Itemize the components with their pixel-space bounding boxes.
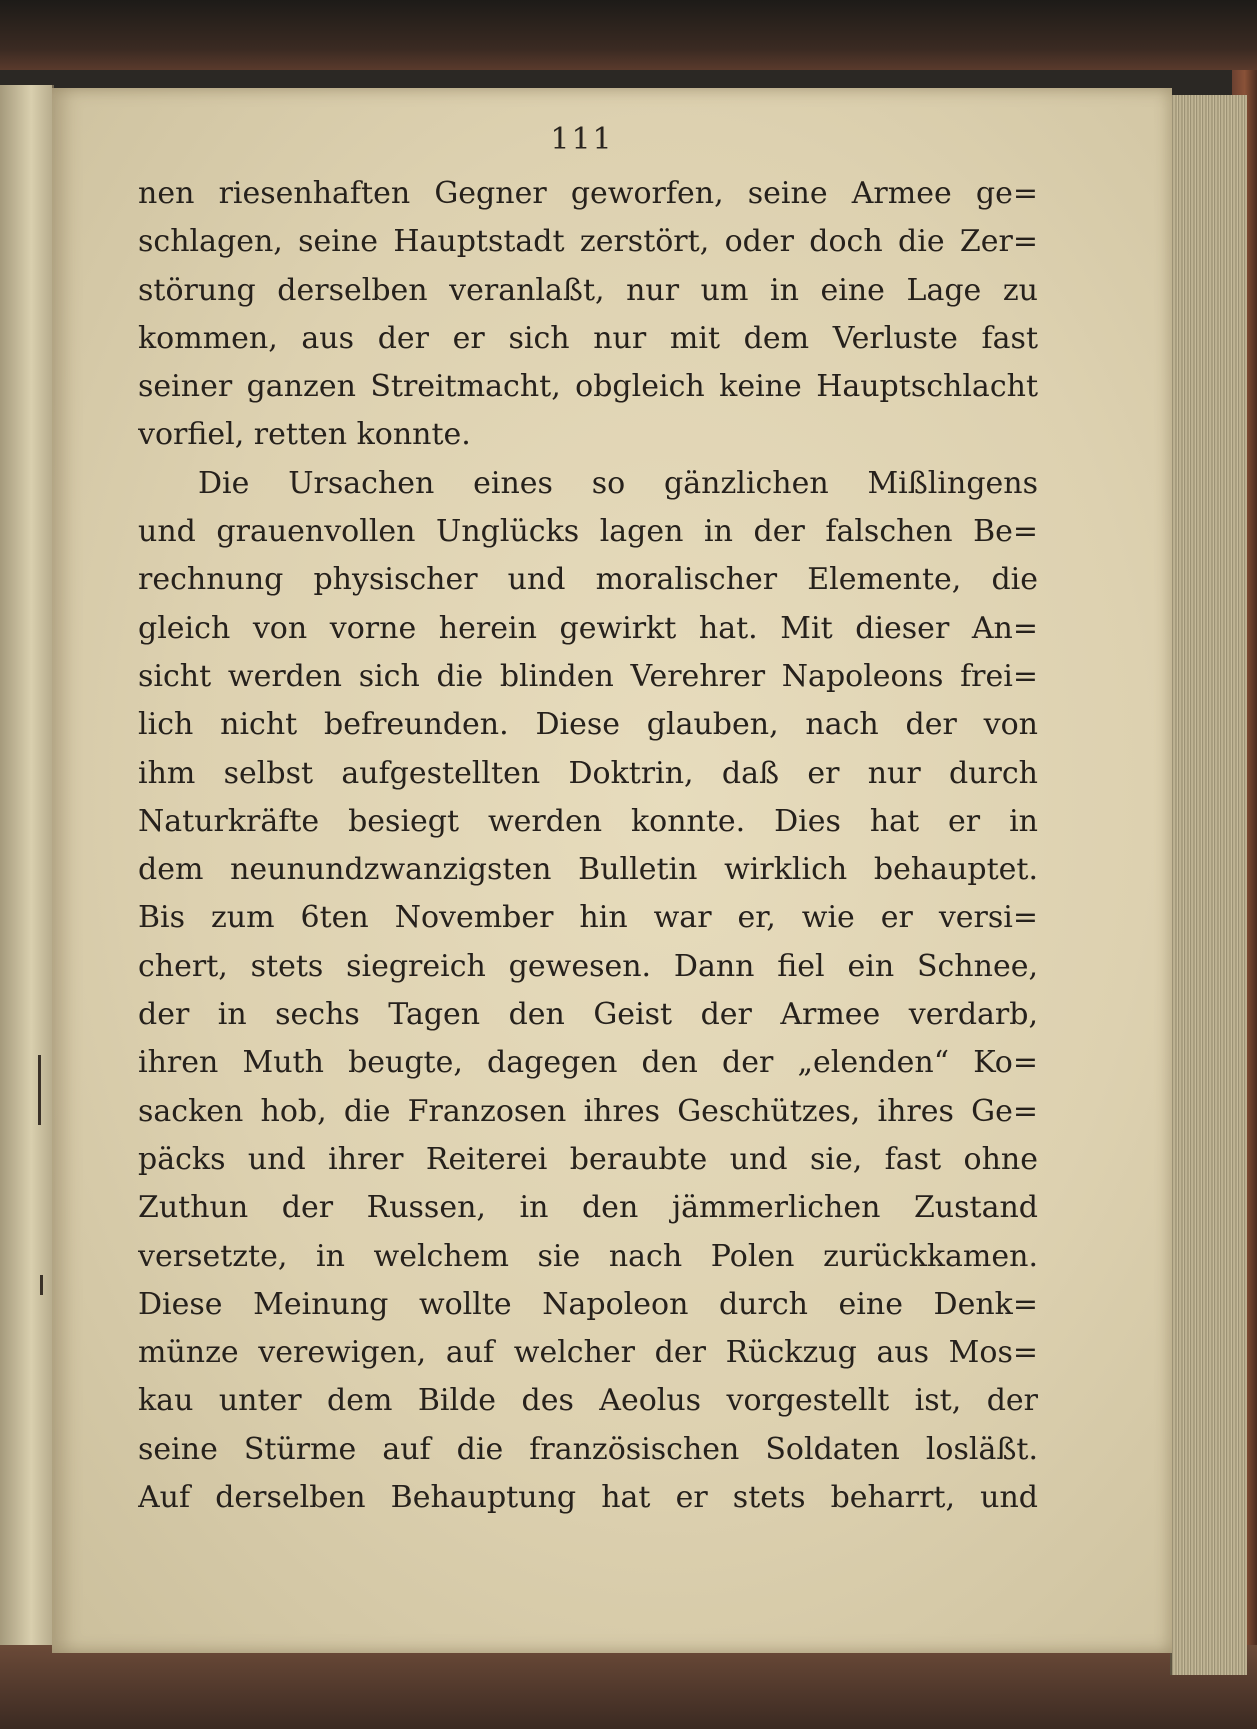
- page-block-edges: [1170, 95, 1247, 1675]
- text-line: und grauenvollen Unglücks lagen in der falschen Be=: [138, 514, 1038, 550]
- text-line: schlagen, seine Hauptstadt zerstört, oder doch die Zer=: [138, 224, 1038, 260]
- page-text: [138, 170, 1038, 1522]
- text-line: sacken hob, die Franzosen ihres Geschützes, ihres Ge=: [138, 1093, 1038, 1129]
- text-line: münze verewigen, auf welcher der Rückzug aus Mos=: [138, 1335, 1038, 1371]
- text-line: Bis zum 6ten November hin war er, wie er versi=: [138, 900, 1038, 936]
- text-line: Diese Meinung wollte Napoleon durch eine Denk=: [138, 1286, 1038, 1322]
- text-line: rechnung physischer und moralischer Elemente, die: [138, 562, 1038, 598]
- text-line: kau unter dem Bilde des Aeolus vorgestellt ist, der: [138, 1383, 1038, 1419]
- margin-mark: [38, 1055, 41, 1125]
- text-line: Zuthun der Russen, in den jämmerlichen Zustand: [138, 1190, 1038, 1226]
- book-cover-top-edge: [0, 0, 1257, 70]
- text-line: chert, stets siegreich gewesen. Dann fiel ein Schnee,: [138, 948, 1038, 984]
- text-line: kommen, aus der er sich nur mit dem Verluste fast: [138, 320, 1038, 356]
- text-line: lich nicht befreunden. Diese glauben, nach der von: [138, 707, 1038, 743]
- text-line: ihren Muth beugte, dagegen den der „elenden“ Ko=: [138, 1045, 1038, 1081]
- text-line: der in sechs Tagen den Geist der Armee verdarb,: [138, 997, 1038, 1033]
- text-line: versetzte, in welchem sie nach Polen zurückkamen.: [138, 1238, 1038, 1274]
- margin-mark: [40, 1275, 43, 1295]
- text-line: seine Stürme auf die französischen Soldaten losläßt.: [138, 1431, 1038, 1467]
- text-line: störung derselben veranlaßt, nur um in eine Lage zu: [138, 272, 1038, 308]
- text-line: sicht werden sich die blinden Verehrer Napoleons frei=: [138, 658, 1038, 694]
- text-line: ihm selbst aufgestellten Doktrin, daß er nur durch: [138, 755, 1038, 791]
- text-line: nen riesenhaften Gegner geworfen, seine Armee ge=: [138, 176, 1038, 211]
- facing-page-edge: [0, 85, 54, 1645]
- paragraph-start-line: Die Ursachen eines so gänzlichen Mißlingens: [198, 465, 1038, 501]
- text-line: vorfiel, retten konnte.: [138, 417, 471, 453]
- book-page: [52, 88, 1172, 1653]
- text-line: seiner ganzen Streitmacht, obgleich keine Hauptschlacht: [138, 369, 1038, 405]
- text-line: Naturkräfte besiegt werden konnte. Dies hat er in: [138, 803, 1038, 839]
- text-line: gleich von vorne herein gewirkt hat. Mit dieser An=: [138, 610, 1038, 646]
- text-line: Auf derselben Behauptung hat er stets beharrt, und: [138, 1480, 1038, 1516]
- text-line: dem neunundzwanzigsten Bulletin wirklich behauptet.: [138, 852, 1038, 888]
- text-line: päcks und ihrer Reiterei beraubte und sie, fast ohne: [138, 1141, 1038, 1177]
- book-cover-bottom-edge: [0, 1645, 1257, 1729]
- page-number: 111: [550, 122, 614, 157]
